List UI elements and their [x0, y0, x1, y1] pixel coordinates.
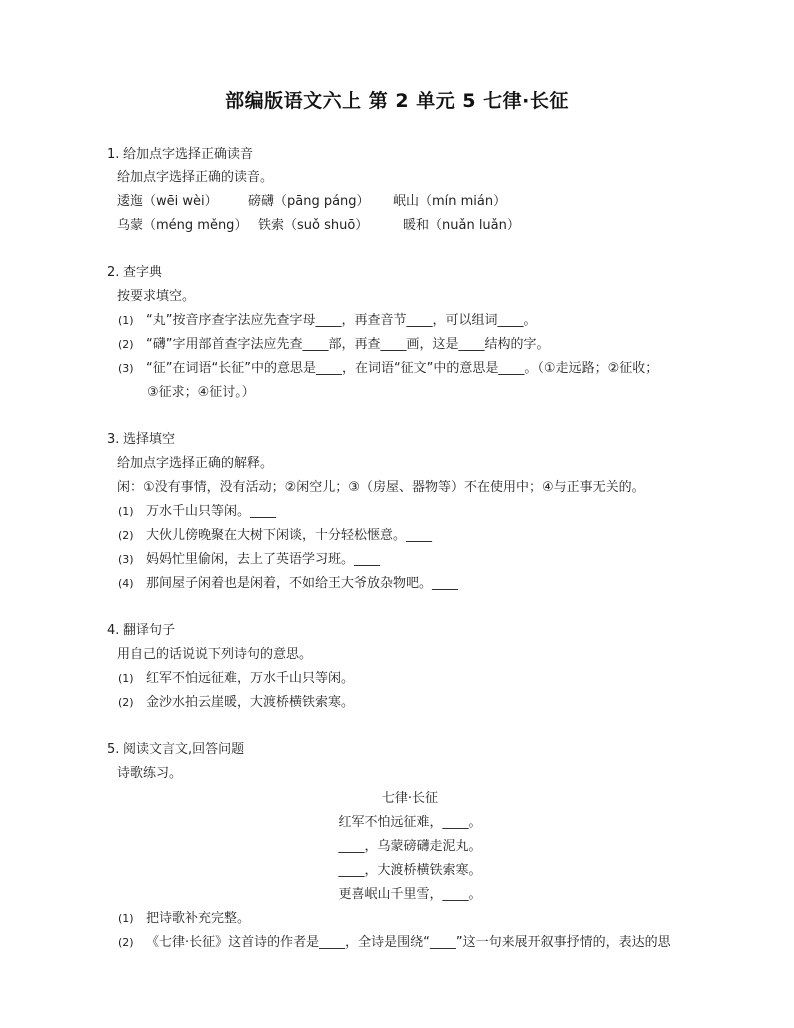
- sub-question: (3) 妈妈忙里偷闲，去上了英语学习班。____: [118, 552, 381, 567]
- question-1-intro: 给加点字选择正确的读音。: [117, 170, 274, 185]
- sub-question-continuation: ③征求；④征讨。）: [147, 385, 255, 400]
- question-number: 5.: [107, 742, 120, 757]
- pinyin-choice: 铁索（suǒ shuō）: [258, 218, 369, 233]
- question-2-intro: 按要求填空。: [117, 289, 196, 304]
- sub-question: (1) 万水千山只等闲。____: [118, 504, 277, 519]
- question-3-heading: 3. 选择填空: [107, 430, 175, 450]
- definition-options: 闲：①没有事情，没有活动；②闲空儿；③（房屋、器物等）不在使用中；④与正事无关的。: [117, 480, 645, 495]
- pinyin-choice: 岷山（mín mián）: [393, 194, 507, 209]
- question-number: 4.: [107, 623, 120, 638]
- page-title: 部编版语文六上 第 2 单元 5 七律·长征: [225, 90, 569, 112]
- sub-question: (1) 把诗歌补充完整。: [118, 911, 251, 926]
- question-number: 2.: [107, 265, 120, 280]
- question-4-intro: 用自己的话说说下列诗句的意思。: [117, 647, 313, 662]
- sub-question: (2) 《七律·长征》这首诗的作者是____，全诗是围绕“____”这一句来展开叙事抒情的，表达的思: [118, 935, 671, 950]
- question-1-row-1: [117, 192, 506, 212]
- question-4-heading: 4. 翻译句子: [107, 621, 175, 641]
- question-number: 3.: [107, 432, 120, 447]
- question-1-heading: 1. 给加点字选择正确读音: [107, 145, 253, 165]
- pinyin-choice: 暖和（nuǎn luǎn）: [403, 218, 520, 233]
- sub-question: (4) 那间屋子闲着也是闲着，不如给王大爷放杂物吧。____: [118, 576, 459, 591]
- poem-line: ____，大渡桥横铁索寒。: [338, 863, 482, 878]
- question-1-row-2: [117, 216, 520, 236]
- sub-question: (2) 金沙水拍云崖暖，大渡桥横铁索寒。: [118, 695, 355, 710]
- pinyin-choice: 磅礴（pāng páng）: [248, 194, 370, 209]
- question-number: 1.: [107, 147, 120, 162]
- sub-question: (2) “礴”字用部首查字法应先查____部，再查____画，这是____结构的字。: [118, 337, 550, 352]
- pinyin-choice: 逶迤（wēi wèi）: [117, 194, 218, 209]
- sub-question: (1) “丸”按音序查字法应先查字母____，再查音节____，可以组词____。: [118, 313, 537, 328]
- poem-line: 更喜岷山千里雪，____。: [338, 887, 482, 902]
- sub-question: (1) 红军不怕远征难，万水千山只等闲。: [118, 671, 355, 686]
- poem-line: 红军不怕远征难，____。: [338, 815, 482, 830]
- sub-question: (3) “征”在词语“长征”中的意思是____，在词语“征文”中的意思是____。（①走远路；②征收；: [118, 361, 659, 376]
- poem-line: ____，乌蒙磅礴走泥丸。: [338, 839, 482, 854]
- question-5-heading: 5. 阅读文言文,回答问题: [107, 740, 244, 760]
- poem-title: 七律·长征: [381, 791, 439, 806]
- sub-question: (2) 大伙儿傍晚聚在大树下闲谈，十分轻松惬意。____: [118, 528, 433, 543]
- question-2-heading: 2. 查字典: [107, 263, 162, 283]
- pinyin-choice: 乌蒙（méng měng）: [117, 218, 248, 233]
- question-3-intro: 给加点字选择正确的解释。: [117, 456, 274, 471]
- question-5-intro: 诗歌练习。: [117, 766, 183, 781]
